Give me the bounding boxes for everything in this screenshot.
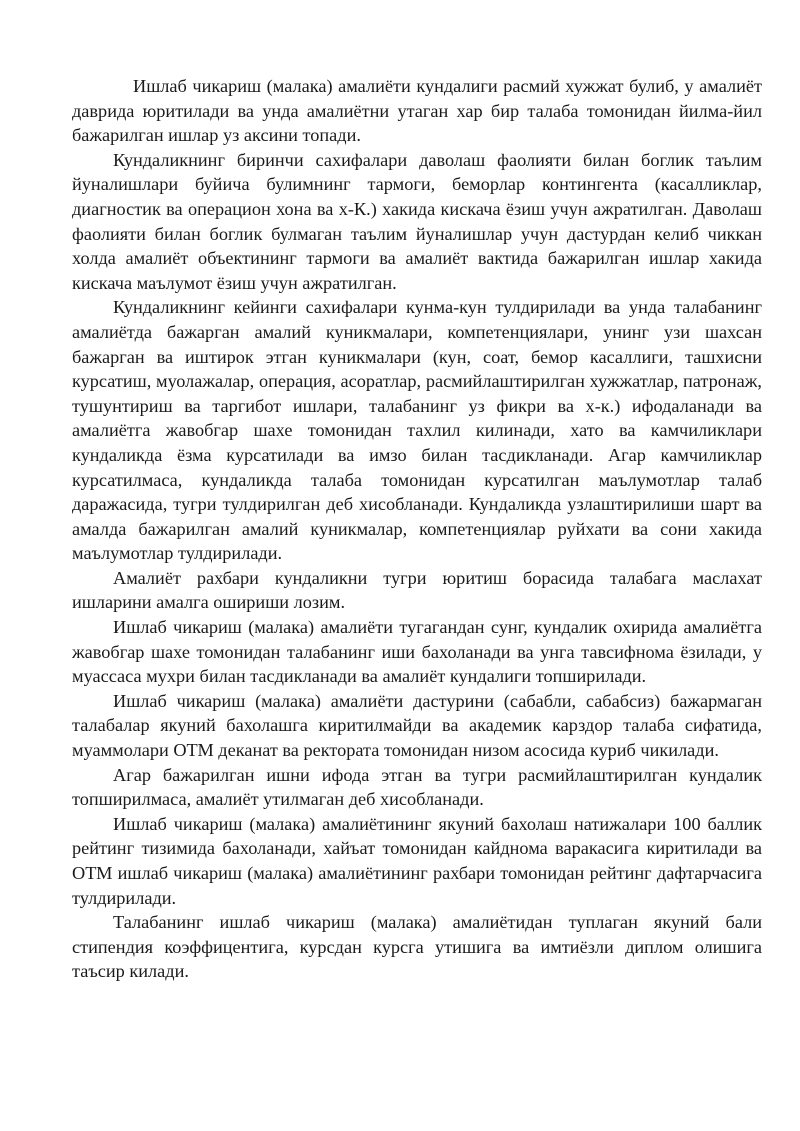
paragraph-rating-system: Ишлаб чикариш (малака) амалиётининг якуний бахолаш натижалари 100 баллик рейтинг тизимида бахоланади, хайъат томонидан кайднома варакасига киритилади ва ОТМ ишлаб чикариш (малака) амалиётининг рахбари томонидан рейтинг дафтарчасига тулдирилади. [72, 813, 762, 908]
paragraph-diary-definition: Ишлаб чикариш (малака) амалиёти кундалиги расмий хужжат булиб, у амалиёт даврида юритилади ва унда амалиётни утаган хар бир талаба томонидан йилма-йил бажарилган ишлар уз аксини топади. [72, 76, 762, 146]
paragraph-final-score-impact: Талабанинг ишлаб чикариш (малака) амалиётидан туплаган якуний бали стипендия коэффицентига, курсдан курсга утишига ва имтиёзли диплом олишига таъсир килади. [72, 912, 762, 982]
paragraph-supervisor-advice: Амалиёт рахбари кундаликни тугри юритиш борасида талабага маслахат ишларини амалга ошириши лозим. [72, 567, 762, 613]
paragraph-non-completion: Ишлаб чикариш (малака) амалиёти дастурини (сабабли, сабабсиз) бажармаган талабалар якуний бахолашга киритилмайди ва академик карздор талаба сифатида, муаммолари ОТМ деканат ва ректората томонидан низом асосида куриб чикилади. [72, 690, 762, 761]
paragraph-first-pages: Кундаликнинг биринчи сахифалари даволаш фаолияти билан боглик таълим йуналишлари буйича булимнинг тармоги, беморлар контингента (касалликлар, диагностик ва операцион хона ва х-К.) хакида кискача ёзиш учун ажратилган. Даволаш фаолияти билан боглик булмаган таълим йуналишлар учун дастурдан келиб чиккан холда амалиёт объектининг тармоги ва амалиёт вактида бажарилган ишлар хакида кискача маълумот ёзиш учун ажратилган. [72, 149, 762, 293]
document-page [72, 74, 762, 984]
paragraph-completion-evaluation: Ишлаб чикариш (малака) амалиёти тугагандан сунг, кундалик охирида амалиётга жавобгар шахе томонидан талабанинг иши бахоланади ва унга тавсифнома ёзилади, у муассаса мухри билан тасдикланади ва амалиёт кундалиги топширилади. [72, 617, 762, 687]
paragraph-not-submitted: Агар бажарилган ишни ифода этган ва тугри расмийлаштирилган кундалик топширилмаса, амалиёт утилмаган деб хисобланади. [72, 764, 762, 810]
paragraph-daily-pages: Кундаликнинг кейинги сахифалари кунма-кун тулдирилади ва унда талабанинг амалиётда бажарган амалий куникмалари, компетенциялари, унинг узи шахсан бажарган ва иштирок этган куникмалари (кун, соат, бемор касаллиги, ташхисни курсатиш, муолажалар, операция, асоратлар, расмийлаштирилган хужжатлар, патронаж, тушунтириш ва таргибот ишлари, талабанинг уз фикри ва х-к.) ифодаланади ва амалиётга жавобгар шахе томонидан тахлил килинади, хато ва камчиликлари кундаликда ёзма курсатилади ва имзо билан тасдикланади. Агар камчиликлар курсатилмаса, кундаликда талаба томонидан курсатилган маълумотлар талаб даражасида, тугри тулдирилган деб хисобланади. Кундаликда узлаштирилиши шарт ва амалда бажарилган амалий куникмалар, компетенциялар руйхати ва сони хакида маълумотлар тулдирилади. [72, 297, 762, 564]
